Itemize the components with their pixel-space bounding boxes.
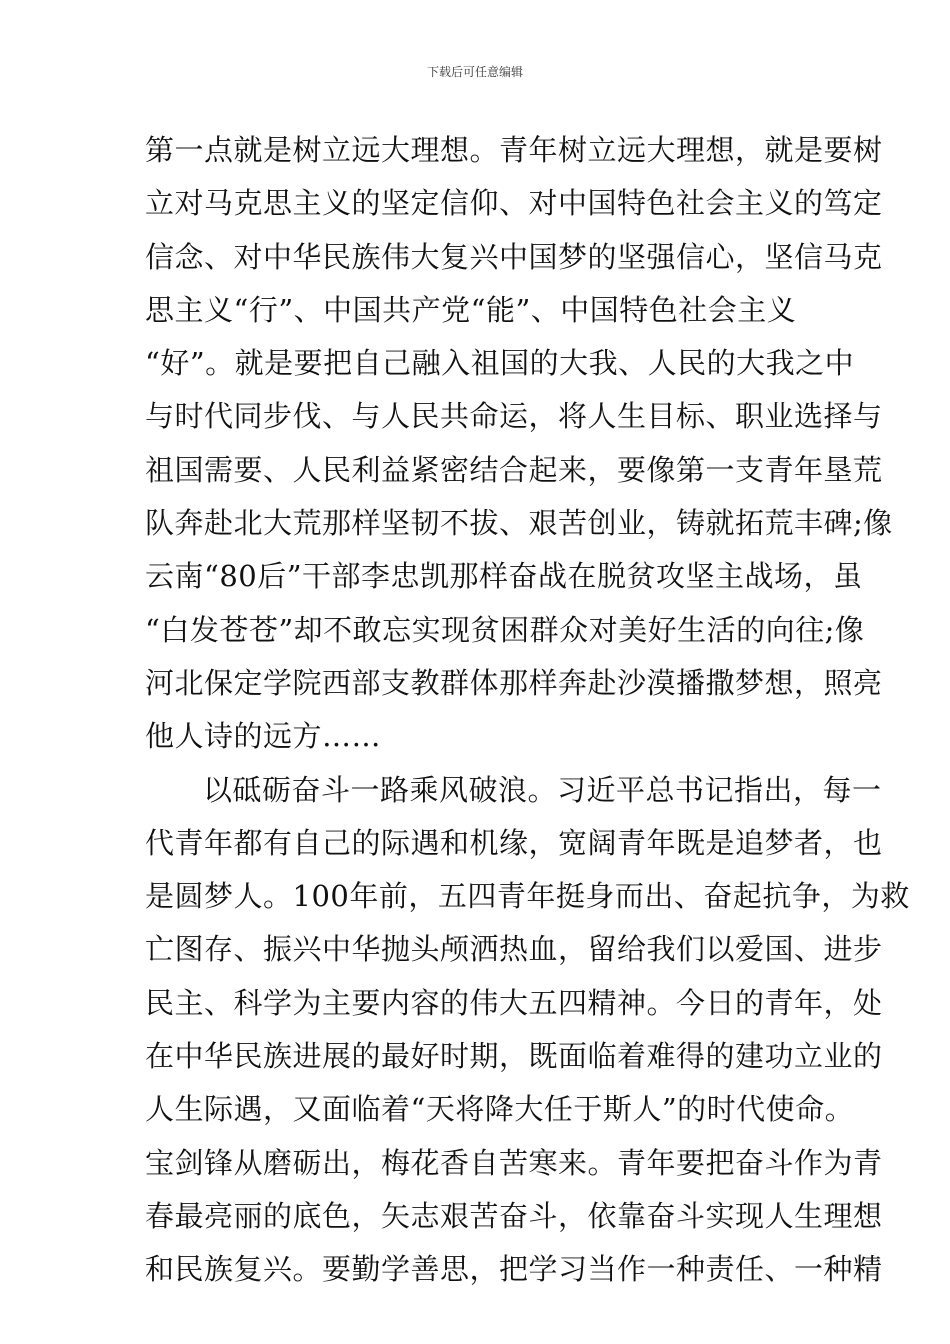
text-line: 和民族复兴。要勤学善思，把学习当作一种责任、一种精 bbox=[145, 1252, 883, 1287]
text-line: 立对马克思主义的坚定信仰、对中国特色社会主义的笃定 bbox=[145, 186, 883, 221]
text-line: 第一点就是树立远大理想。青年树立远大理想，就是要树 bbox=[145, 133, 883, 167]
text-line: 河北保定学院西部支教群体那样奔赴沙漠播撒梦想，照亮 bbox=[145, 665, 883, 700]
text-line: 宝剑锋从磨砺出，梅花香自苦寒来。青年要把奋斗作为青 bbox=[145, 1145, 883, 1180]
text-line: 代青年都有自己的际遇和机缘，宽阔青年既是追梦者，也 bbox=[145, 825, 883, 860]
paragraph-1 bbox=[145, 124, 893, 764]
text-line: 云南“80后”干部李忠凯那样奋战在脱贫攻坚主战场，虽 bbox=[145, 559, 863, 594]
text-line: 信念、对中华民族伟大复兴中国梦的坚强信心，坚信马克 bbox=[145, 239, 883, 274]
page-header-note: 下载后可任意编辑 bbox=[426, 65, 523, 79]
text-line: “白发苍苍”却不敢忘实现贫困群众对美好生活的向往;像 bbox=[145, 612, 865, 647]
text-line: 是圆梦人。100年前，五四青年挺身而出、奋起抗争，为救 bbox=[145, 879, 910, 914]
text-line: 队奔赴北大荒那样坚韧不拔、艰苦创业，铸就拓荒丰碑;像 bbox=[145, 506, 893, 541]
paragraph-2 bbox=[145, 764, 910, 1297]
text-line: 思主义“行”、中国共产党“能”、中国特色社会主义 bbox=[145, 292, 797, 327]
text-line: 人生际遇，又面临着“天将降大任于斯人”的时代使命。 bbox=[145, 1092, 855, 1127]
text-line: 民主、科学为主要内容的伟大五四精神。今日的青年，处 bbox=[145, 985, 883, 1020]
document-body bbox=[145, 124, 910, 1297]
text-line: 春最亮丽的底色，矢志艰苦奋斗，依靠奋斗实现人生理想 bbox=[145, 1198, 883, 1233]
text-line: 祖国需要、人民利益紧密结合起来，要像第一支青年垦荒 bbox=[145, 452, 883, 487]
text-line: “好”。就是要把自己融入祖国的大我、人民的大我之中 bbox=[145, 346, 855, 381]
text-line-first-indented: 以砥砺奋斗一路乘风破浪。习近平总书记指出，每一 bbox=[203, 772, 882, 807]
text-line: 亡图存、振兴中华抛头颅洒热血，留给我们以爱国、进步 bbox=[145, 932, 883, 967]
text-line: 在中华民族进展的最好时期，既面临着难得的建功立业的 bbox=[145, 1039, 883, 1074]
text-line: 他人诗的远方…… bbox=[145, 719, 382, 754]
text-line: 与时代同步伐、与人民共命运，将人生目标、职业选择与 bbox=[145, 399, 883, 434]
